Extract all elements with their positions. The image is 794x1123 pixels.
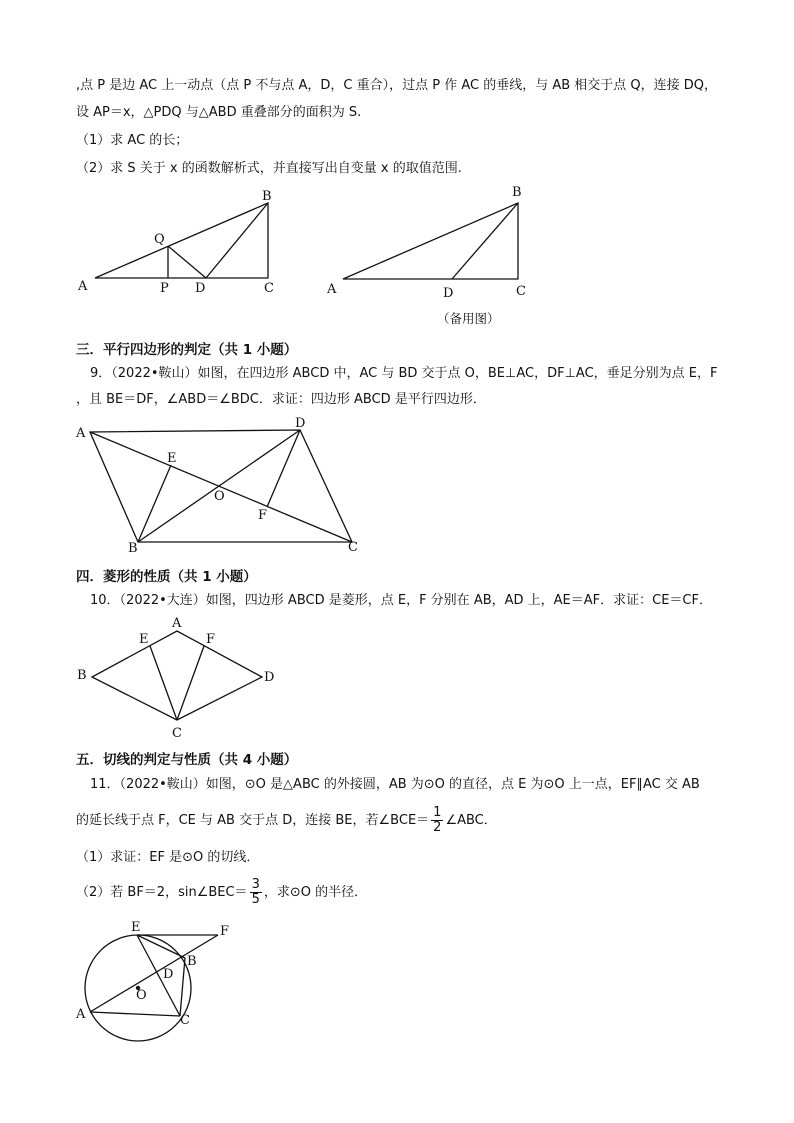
problem-8-line-1: ,点 P 是边 AC 上一动点（点 P 不与点 A，D，C 重合），过点 P 作 AC 的垂线，与 AB 相交于点 Q，连接 DQ， (76, 78, 718, 93)
fig9-label-f: F (258, 508, 268, 523)
fig11-label-d: D (163, 967, 174, 982)
fig9-label-o: O (214, 489, 225, 504)
problem-8-question-1: （1）求 AC 的长； (76, 133, 189, 148)
figure-11 (85, 935, 218, 1041)
line-abf (90, 935, 218, 1012)
problem-11-sub-2-start: （2）若 BF＝2，sin∠BEC＝ (76, 885, 248, 900)
problem-11-sub-1: （1）求证：EF 是⊙O 的切线． (76, 850, 260, 865)
rhombus-abcd (92, 631, 262, 720)
problem-11-sub-2-end: ，求⊙O 的半径． (263, 885, 368, 900)
fraction-numerator: 3 (251, 877, 260, 892)
segment-ec (137, 935, 180, 1016)
fig8-label-c: C (264, 281, 274, 296)
fig9-label-d: D (295, 416, 306, 431)
triangle-abc-backup (343, 203, 518, 279)
fig11-label-o: O (136, 988, 147, 1003)
problem-8-line-2: 设 AP＝x，△PDQ 与△ABD 重叠部分的面积为 S. (76, 105, 362, 120)
fraction-denominator: 2 (433, 820, 442, 835)
fig8-label-b: B (262, 189, 272, 204)
segment-ac (90, 1012, 180, 1016)
fig8b-caption: （备用图） (437, 311, 500, 326)
section-3-heading: 三．平行四边形的判定（共 1 小题） (76, 342, 298, 358)
problem-11-line-2-start: 的延长线于点 F，CE 与 AB 交于点 D，连接 BE，若∠BCE＝ (76, 813, 430, 828)
fig10-label-b: B (77, 668, 87, 683)
problem-9-line-1: 9．（2022•鞍山）如图，在四边形 ABCD 中，AC 与 BD 交于点 O，BE⊥AC，DF⊥AC，垂足分别为点 E，F (90, 366, 718, 381)
fig10-label-a: A (172, 616, 182, 631)
fig10-label-c: C (172, 726, 182, 741)
fig11-label-f: F (220, 924, 230, 939)
problem-11-line-1: 11．（2022•鞍山）如图，⊙O 是△ABC 的外接圆，AB 为⊙O 的直径，点 E 为⊙O 上一点，EF∥AC 交 AB (90, 777, 700, 792)
fig11-label-c: C (180, 1013, 190, 1028)
figure-8-main (95, 203, 268, 278)
fig11-label-e: E (131, 920, 141, 935)
fig9-label-c: C (348, 540, 358, 555)
problem-10-text: 10．（2022•大连）如图，四边形 ABCD 是菱形，点 E，F 分别在 AB，AD 上，AE＝AF．求证：CE＝CF． (90, 593, 712, 608)
section-5-heading: 五．切线的判定与性质（共 4 小题） (76, 752, 298, 768)
figure-9 (90, 430, 352, 542)
fig8b-label-d: D (443, 286, 454, 301)
diagonal-ac (90, 432, 352, 542)
problem-9-line-2: ，且 BE＝DF，∠ABD＝∠BDC．求证：四边形 ABCD 是平行四边形． (76, 392, 486, 407)
fig8b-label-a: A (327, 282, 337, 297)
triangle-abc (95, 203, 268, 278)
fig8b-label-c: C (516, 284, 526, 299)
fraction-denominator: 5 (251, 892, 260, 907)
figure-10 (92, 631, 262, 720)
figure-8-backup (343, 203, 518, 279)
segment-db (206, 203, 268, 278)
fig9-label-a: A (76, 426, 86, 441)
fig11-label-a: A (76, 1007, 86, 1022)
fig10-label-e: E (139, 632, 149, 647)
fig8-label-d: D (195, 281, 206, 296)
fig8-label-a: A (78, 279, 88, 294)
problem-11-line-2-end: ∠ABC． (445, 813, 497, 828)
fig10-label-f: F (206, 632, 216, 647)
fraction-numerator: 1 (433, 805, 442, 820)
fig8-label-q: Q (154, 232, 165, 247)
segment-qd (168, 246, 206, 278)
fig9-label-e: E (167, 451, 177, 466)
fig8b-label-b: B (512, 185, 522, 200)
fig11-label-b: B (187, 954, 197, 969)
segment-bc (180, 958, 185, 1016)
fig10-label-d: D (264, 670, 275, 685)
segment-eb (137, 935, 185, 958)
segment-db-backup (452, 203, 518, 279)
fig8-label-p: P (160, 281, 169, 296)
section-4-heading: 四．菱形的性质（共 1 小题） (76, 569, 257, 585)
fig9-label-b: B (128, 541, 138, 556)
problem-8-question-2: （2）求 S 关于 x 的函数解析式，并直接写出自变量 x 的取值范围. (76, 161, 462, 176)
